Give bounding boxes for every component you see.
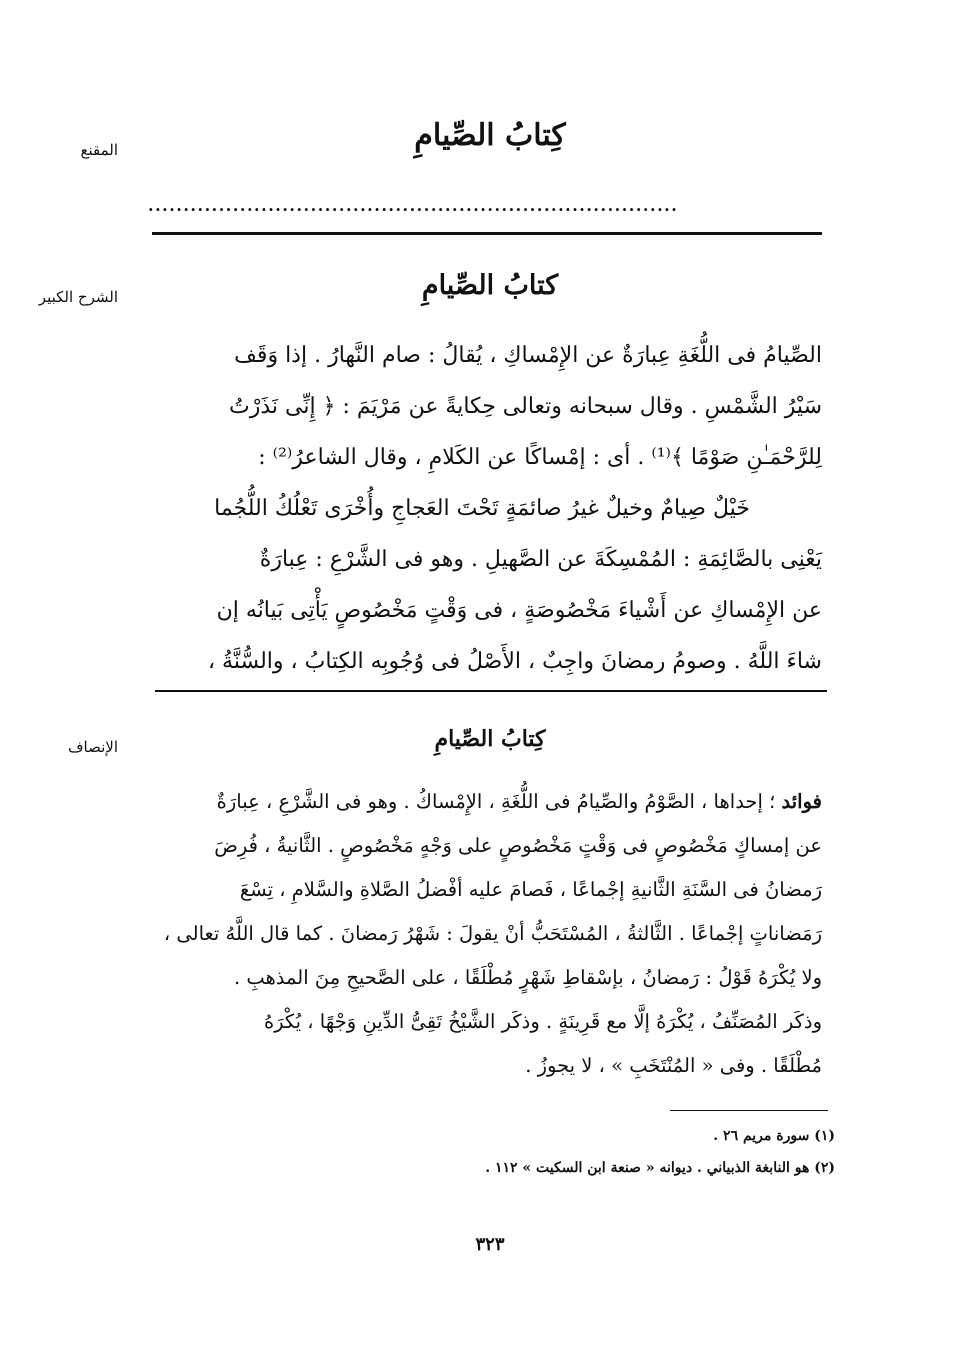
poetry-verse: خَيْلٌ صِيامٌ وخيلٌ غيرُ صائمَةٍ تَحْتَ العَجاجِ وأُخْرَى تَعْلُكُ اللُّجُما [214,496,750,521]
sharh-line: شاءَ اللَّهُ . وصومُ رمضانَ واجِبٌ ، الأَصْلُ فى وُجُوبِه الكِتابُ ، والسُّنَّةُ ، [207,649,822,674]
muqni-dots: ........................................................................... [148,196,679,215]
sharh-line: يَعْنِى بالصَّائِمَةِ : المُمْسِكَةَ عن الصَّهيلِ . وهو فى الشَّرْعِ : عِبارَةٌ [259,547,822,572]
insaf-body [152,780,822,1088]
sharh-line: الصِّيامُ فى اللُّغَةِ عِبارَةٌ عن الإِمْساكِ ، يُقالُ : صام النَّهارُ . إذا وَقَف [234,343,822,368]
insaf-line: عن إمساكٍ مَخْصُوصٍ فى وَقْتٍ مَخْصُوصٍ على وَجْهٍ مَخْصُوصٍ . الثَّانيةُ ، فُرِضَ [214,834,822,857]
insaf-title: كِتابُ الصِّيامِ [434,726,546,752]
sharh-title: كتابُ الصِّيامِ [421,270,559,301]
sharh-line: عن الإِمْساكِ عن أَشْياءَ مَخْصُوصَةٍ ، فى وَقْتٍ مَخْصُوصٍ يَأْتِى بَيانُه إن [216,598,822,623]
sharh-label: الشرح الكبير [38,288,118,306]
footnote-1: (١) سورة مريم ٢٦ . [713,1128,835,1144]
muqni-label: المقنع [80,141,118,159]
insaf-line: رَمضانُ فى السَّنَةِ الثَّانيةِ إجْماعًا ، فَصامَ عليه أفْضلُ الصَّلاةِ والسَّلامِ ، تِسْعَ [239,878,822,901]
fawaid-heading: فوائد [781,790,822,813]
sharh-body [152,330,822,687]
sharh-line: لِلرَّحْمَـٰنِ صَوْمًا ﴾⁽¹⁾ . أى : إمْساكًا عن الكَلامِ ، وقال الشاعرُ⁽²⁾ : [258,445,822,470]
insaf-line-text: ؛ إحداها ، الصَّوْمُ والصِّيامُ فى اللُّغَةِ ، الإِمْساكُ . وهو فى الشَّرْعِ ، عِبارَةٌ [216,790,776,813]
muqni-title: كِتابُ الصِّيامِ [414,118,566,153]
insaf-line: ولا يُكْرَهُ قَوْلُ : رَمضانُ ، بإسْقاطِ شَهْرٍ مُطْلَقًا ، على الصَّحيحِ مِنَ المذهبِ . [233,966,822,989]
section-divider-thick [152,232,822,235]
insaf-line: مُطْلَقًا . وفى « المُنْتَخَبِ » ، لا يجوزُ . [525,1054,822,1077]
footnote-2: (٢) هو النابغة الذبياني . ديوانه « صنعة ابن السكيت » ١١٢ . [485,1160,835,1176]
insaf-line [152,780,822,824]
section-divider-thin [155,690,827,692]
page-number: ٣٢٣ [475,1234,505,1255]
insaf-line: وذكَر المُصَنِّفُ ، يُكْرَهُ إلَّا مع قَرِينَةٍ . وذكَر الشَّيْخُ تَقِىُّ الدِّينِ وَجْهًا ، يُكْرَهُ [263,1010,822,1033]
footnote-rule [670,1110,828,1111]
insaf-line: رَمَضاناتٍ إجْماعًا . الثَّالثةُ ، المُسْتَحَبُّ أنْ يقولَ : شَهْرُ رَمضانَ . كما قال اللَّهُ تعالى ، [163,922,822,945]
sharh-line: سَيْرُ الشَّمْسِ . وقال سبحانه وتعالى حِكايةً عن مَرْيَمَ : ﴿ إِنِّى نَذَرْتُ [229,394,822,419]
insaf-label: الإنصاف [67,738,118,756]
